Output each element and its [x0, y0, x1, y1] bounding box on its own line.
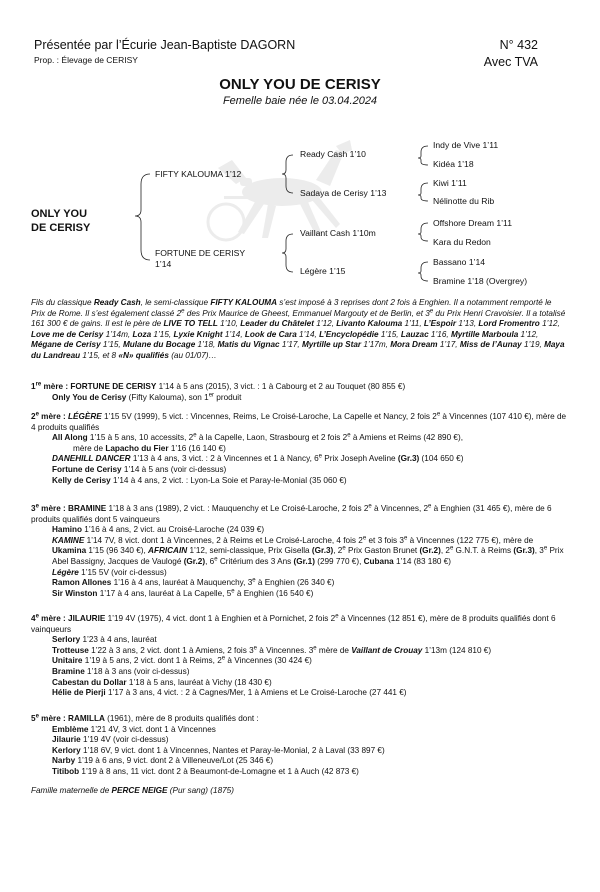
produce-name: DANEHILL DANCER	[52, 454, 131, 464]
desc-text: 1’15,	[100, 340, 123, 350]
desc-bold: Love me de Cerisy	[31, 329, 104, 339]
txt: 1’22 à 3 ans, 2 vict. dont 1 à Amiens, 2 fois 3	[88, 645, 254, 655]
txt: , 3	[534, 546, 544, 556]
txt: , 2	[440, 546, 450, 556]
pedigree-sss: Indy de Vive 1’11	[433, 140, 499, 150]
produce-line	[31, 578, 567, 589]
txt: 1’18 à 3 ans (1989), 2 vict. : Mauquenchy et Le Croisé-Laroche, 2 fois 2	[106, 504, 369, 513]
dam-name: JILAURIE	[68, 614, 106, 623]
produce-line	[31, 568, 567, 579]
txt: 1’16 à 4 ans, lauréat à Mauquenchy, 3	[111, 578, 253, 588]
txt: 1’18 à 5 ans, lauréat à Vichy (18 430 €)	[126, 677, 272, 687]
produce-name: All Along	[52, 433, 88, 443]
grade: (Gr.2)	[183, 556, 206, 566]
produce-name: Bramine	[52, 666, 85, 676]
desc-bold: Maya du Landreau	[31, 340, 565, 360]
txt: Critérium des 3 Ans	[217, 556, 294, 566]
txt: 1’17 à 3 ans, 4 vict. : 2 à Cagnes/Mer, 1 à Amiens et Le Croisé-Laroche (27 441 €)	[105, 688, 407, 698]
produce-name: Ukamina	[52, 546, 87, 556]
txt: mère de	[316, 645, 352, 655]
desc-text: des Prix Maurice de Gheest, Emmanuel Margouty et de Berlin, et 3	[184, 308, 430, 318]
txt: e	[214, 556, 218, 563]
owner: Prop. : Élevage de CERISY	[34, 55, 138, 65]
desc-bold: Miss de l’Aunay	[459, 340, 522, 350]
fourth-dam-header	[31, 614, 567, 635]
txt: à Enghien (26 340 €)	[255, 578, 335, 588]
txt: , 2	[333, 546, 343, 556]
produce-name: KAMINE	[52, 535, 85, 545]
sire-description	[31, 298, 567, 362]
txt: 1’12, semi-classique, Prix Gisella	[187, 546, 312, 556]
produce-line	[31, 646, 567, 657]
txt: (Fifty Kalouma), son 1	[126, 392, 209, 402]
produce-line	[31, 667, 567, 678]
txt: e	[335, 613, 339, 620]
desc-text: 1’12,	[518, 329, 539, 339]
dam-name: RAMILLA	[68, 714, 105, 723]
pedigree-dam-line1: FORTUNE DE CERISY	[155, 248, 246, 258]
txt: mère :	[38, 504, 69, 513]
txt: à Vincennes (30 424 €)	[225, 656, 312, 666]
txt: 1’15 5V (voir ci-dessus)	[78, 567, 167, 577]
txt: 1’16 (16 140 €)	[168, 443, 226, 453]
txt: e	[428, 503, 432, 510]
txt: 3	[31, 504, 36, 513]
pedigree-sire: FIFTY KALOUMA 1’12	[155, 169, 242, 179]
produce-name: Hamino	[52, 525, 83, 535]
produce-line	[31, 536, 567, 568]
txt: e	[313, 645, 317, 652]
desc-text: 1’10,	[217, 319, 241, 329]
presented-by: Présentée par l’Écurie Jean-Baptiste DAGORN	[34, 38, 296, 52]
txt: mère de	[73, 443, 106, 453]
txt: e	[253, 645, 257, 652]
produce-line	[31, 746, 567, 757]
txt: e	[35, 713, 39, 720]
txt: (299 770 €),	[314, 556, 364, 566]
produce-name: Titibob	[52, 766, 80, 776]
produce-name: Vaillant de Crouay	[351, 645, 423, 655]
desc-text: 1’15, et 8	[80, 350, 119, 360]
txt: mère :	[38, 614, 69, 623]
txt: 2	[31, 412, 36, 421]
txt: 1’15 (96 340 €),	[86, 546, 149, 556]
desc-text: 1’15,	[151, 329, 174, 339]
produce-name: Jilaurie	[52, 735, 81, 745]
txt: e	[35, 503, 39, 510]
desc-text: 1’17m,	[361, 340, 391, 350]
fifth-dam-section	[31, 714, 567, 778]
txt: produit	[214, 392, 242, 402]
grade: (Gr.2)	[419, 546, 441, 556]
pedigree-dds: Bassano 1’14	[433, 257, 486, 267]
desc-text: 1’16,	[428, 329, 451, 339]
desc-text: du Prix Henri Cravoisier. Il a totalisé 161 300 € de gains. Il est le père de	[31, 308, 566, 329]
grade: (Gr.3)	[311, 546, 334, 556]
grade: (Gr.3)	[397, 454, 420, 464]
txt: 1	[31, 382, 36, 391]
txt: e	[342, 545, 346, 552]
desc-bold: L’Espoir	[423, 319, 457, 329]
txt: er	[208, 391, 215, 398]
desc-bold: LIVE TO TELL	[163, 319, 218, 329]
desc-text: 1’14,	[296, 329, 320, 339]
first-dam-header	[31, 382, 567, 393]
txt: 1’19 à 8 ans, 11 vict. dont 2 à Beaumont-de-Lomagne et 1 à Auch (42 873 €)	[79, 766, 359, 776]
produce-name: Légère	[52, 567, 79, 577]
desc-bold: Look de Cara	[244, 329, 297, 339]
produce-line	[31, 454, 567, 465]
desc-text: , le semi-classique	[140, 298, 211, 307]
desc-text: 1’11,	[402, 319, 424, 329]
txt: e	[221, 655, 226, 662]
desc-bold: FIFTY KALOUMA	[210, 298, 278, 307]
produce-line	[31, 589, 567, 600]
pedigree-ddd: Bramine 1’18 (Overgrey)	[433, 276, 528, 286]
pedigree-sire-sire: Ready Cash 1’10	[300, 149, 366, 159]
tax-status: Avec TVA	[483, 55, 538, 69]
desc-text: 1’17,	[279, 340, 302, 350]
grade: (Gr.3)	[513, 546, 535, 556]
txt: Prix Abel Bassigny, Jacques de Vaulogé	[52, 546, 564, 566]
txt: 1’15 à 5 ans, 10 accessits, 2	[87, 433, 194, 443]
produce-name: Kelly de Cerisy	[52, 475, 111, 485]
txt: 1’13m (124 810 €)	[422, 645, 492, 655]
pedigree-sire-dam: Sadaya de Cerisy 1’13	[300, 188, 387, 198]
txt: 1’16 à 4 ans, 2 vict. au Croisé-Laroche (24 039 €)	[82, 525, 265, 535]
lot-number: N° 432	[499, 38, 538, 52]
txt: à Enghien (16 540 €)	[234, 588, 314, 598]
produce-name: Emblème	[52, 724, 89, 734]
txt: 1’23 à 4 ans, lauréat	[80, 635, 157, 645]
desc-bold: Lyxie Knight	[173, 329, 223, 339]
txt: mère :	[38, 714, 69, 723]
produce-line	[31, 767, 567, 778]
txt: e	[368, 503, 372, 510]
desc-text: s’est imposé à 3 reprises dont 2 fois à Enghien. Il a notamment remporté le Prix de Rome. Il s’est également classé 2	[31, 298, 552, 318]
txt: à Vincennes (12 851 €), mère de 8 produits qualifiés dont 6 vainqueurs	[31, 614, 556, 634]
desc-bold: qualifiés	[135, 350, 169, 360]
produce-name: Cabestan du Dollar	[52, 677, 127, 687]
desc-text: 1’13,	[456, 319, 479, 329]
txt: à Vincennes, 2	[371, 504, 429, 513]
txt: 1’14 7V, 8 vict. dont 1 à Vincennes, 2 à Reims et Le Croisé-Laroche, 4 fois 2	[84, 535, 363, 545]
txt: 1’14 à 5 ans (voir ci-dessus)	[121, 464, 227, 474]
produce-line	[31, 393, 567, 404]
produce-line	[31, 725, 567, 736]
txt: 1’21 4V, 3 vict. dont 1 à Vincennes	[88, 724, 216, 734]
txt: 1’19 4V (1975), 4 vict. dont 1 à Enghien et à Pornichet, 2 fois 2	[105, 614, 336, 623]
txt: G.N.T. à Reims	[453, 546, 514, 556]
produce-name: Only You de Cerisy	[52, 392, 127, 402]
maternal-family	[31, 786, 234, 795]
produce-line	[31, 678, 567, 689]
pedigree-dam	[155, 248, 245, 270]
first-dam-section	[31, 382, 567, 403]
txt: 1’14 à 5 ans (2015), 3 vict. : 1 à Cabourg et 2 au Touquet (80 855 €)	[156, 382, 406, 391]
txt: et 3 fois 3	[366, 535, 404, 545]
desc-bold: Mora Dream	[390, 340, 438, 350]
produce-name: Narby	[52, 756, 76, 766]
txt: e	[403, 535, 408, 542]
desc-bold: Mégane de Cerisy	[31, 340, 101, 350]
desc-text: 1’12,	[539, 319, 560, 329]
txt: 4	[31, 614, 36, 623]
txt: e	[231, 588, 235, 595]
txt: 1’15 5V (1999), 5 vict. : Vincennes, Reims, Le Croisé-Laroche, La Capelle et Nancy, 2 fois 2	[101, 412, 437, 421]
txt: e	[362, 535, 367, 542]
desc-bold: Myrtille up Star	[301, 340, 362, 350]
txt: (104 650 €)	[419, 454, 464, 464]
txt: e	[35, 411, 39, 418]
produce-name: Serlory	[52, 635, 81, 645]
fourth-dam-section	[31, 614, 567, 699]
family-name: PERCE NEIGE	[111, 786, 168, 795]
produce-name: Hélie de Pierji	[52, 688, 106, 698]
pedigree-subject	[31, 207, 90, 235]
produce-line	[31, 476, 567, 487]
txt: e	[436, 411, 441, 418]
produce-line	[31, 433, 567, 444]
desc-bold: L’Encyclopédie	[319, 329, 379, 339]
dam-name: LÉGÈRE	[68, 412, 102, 421]
pedigree-sds: Kiwi 1’11	[433, 178, 467, 188]
desc-bold: «N»	[118, 350, 134, 360]
txt: e	[35, 613, 39, 620]
produce-line	[31, 656, 567, 667]
pedigree-subject-line2: DE CERISY	[31, 222, 91, 234]
produce-name: Unitaire	[52, 656, 83, 666]
horse-subtitle: Femelle baie née le 03.04.2024	[222, 95, 378, 107]
txt: e	[193, 432, 197, 439]
second-dam-header	[31, 412, 567, 433]
txt: à Vincennes. 3	[256, 645, 314, 655]
desc-text: (au 01/07)…	[168, 350, 217, 360]
txt: 5	[31, 714, 36, 723]
txt: 1’18 à 3 ans (voir ci-dessus)	[84, 666, 190, 676]
txt: à Vincennes (122 775 €), mère de	[407, 535, 534, 545]
txt: à Vincennes (107 410 €), mère de 4 produits qualifiés	[31, 412, 567, 432]
desc-bold: Ready Cash	[93, 298, 141, 307]
pedigree-dam-sire: Vaillant Cash 1’10m	[300, 228, 376, 238]
txt: Prix Gaston Brunet	[345, 546, 420, 556]
txt: (1961), mère de 8 produits qualifiés dont :	[104, 714, 259, 723]
desc-bold: Livanto Kalouma	[336, 319, 403, 329]
produce-name: Fortune de Cerisy	[52, 464, 122, 474]
desc-bold: Matis du Vignac	[217, 340, 280, 350]
txt: 1’18 6V, 9 vict. dont 1 à Vincennes, Nantes et Paray-le-Monial, 2 à Laval (33 897 €)	[80, 745, 385, 755]
txt: à la Capelle, Laon, Strasbourg et 2 fois 2	[196, 433, 348, 443]
pedigree-dam-dam: Légère 1’15	[300, 266, 346, 276]
txt: 1’14 à 4 ans, 2 vict. : Lyon-La Soie et Paray-le-Monial (35 060 €)	[110, 475, 347, 485]
pedigree-dsd: Kara du Redon	[433, 237, 491, 247]
txt: mère :	[41, 382, 71, 391]
produce-name: Lapacho du Fier	[105, 443, 169, 453]
produce-line	[31, 635, 567, 646]
desc-text: 1’19,	[521, 340, 545, 350]
second-dam-section	[31, 412, 567, 486]
txt: (Pur sang) (1875)	[167, 786, 234, 795]
produce-name: Cubana	[363, 556, 394, 566]
desc-text: 1’14m,	[103, 329, 133, 339]
txt: , 6	[205, 556, 215, 566]
pedigree-dss: Offshore Dream 1’11	[433, 218, 512, 228]
desc-bold: Mulane du Bocage	[122, 340, 196, 350]
txt: Famille maternelle de	[31, 786, 112, 795]
desc-bold: Myrtille Marboula	[450, 329, 519, 339]
txt: re	[35, 381, 42, 388]
dam-name: FORTUNE DE CERISY	[70, 382, 157, 391]
desc-text: 1’14,	[222, 329, 245, 339]
txt: 1’19 à 5 ans, 2 vict. dont 1 à Reims, 2	[82, 656, 222, 666]
produce-name: Sir Winston	[52, 588, 98, 598]
dam-name: BRAMINE	[68, 504, 107, 513]
txt: 1’14 (83 180 €)	[393, 556, 452, 566]
grade: (Gr.1)	[293, 556, 315, 566]
pedigree-ssd: Kidéa 1’18	[433, 159, 474, 169]
txt: mère :	[38, 412, 69, 421]
produce-line	[31, 525, 567, 536]
desc-bold: Leader du Châtelet	[240, 319, 314, 329]
txt: à Enghien (31 465 €), mère de 6 produits qualifiés dont 5 vainqueurs	[31, 504, 552, 524]
produce-name: Kerlory	[52, 745, 81, 755]
third-dam-header	[31, 504, 567, 525]
txt: à Amiens et Reims (42 890 €),	[350, 433, 463, 443]
desc-text: 1’12,	[313, 319, 337, 329]
desc-bold: Lauzac	[400, 329, 429, 339]
txt: Prix Joseph Aveline	[322, 454, 398, 464]
produce-line	[31, 756, 567, 767]
horse-name: ONLY YOU DE CERISY	[219, 76, 381, 93]
txt: 1’19 à 6 ans, 9 vict. dont 2 à Villeneuve/Lot (25 346 €)	[75, 756, 274, 766]
produce-name: Trotteuse	[52, 645, 89, 655]
produce-line	[31, 735, 567, 746]
txt: e	[252, 577, 256, 584]
desc-text: Fils du classique	[31, 298, 94, 307]
pedigree-sdd: Nélinotte du Rib	[433, 196, 495, 206]
produce-line	[31, 444, 567, 455]
desc-sup: e	[181, 307, 185, 314]
desc-bold: Lord Fromentro	[478, 319, 540, 329]
produce-name: Ramon Allones	[52, 578, 112, 588]
pedigree-dam-line2: 1’14	[155, 259, 172, 269]
fifth-dam-header	[31, 714, 567, 725]
desc-bold: Loza	[132, 329, 152, 339]
txt: 1’13 à 4 ans, 3 vict. : 2 à Vincennes et 1 à Nancy, 6	[130, 454, 319, 464]
desc-text: 1’18,	[195, 340, 218, 350]
produce-line	[31, 688, 567, 699]
third-dam-section	[31, 504, 567, 599]
txt: e	[449, 545, 454, 552]
txt: 1’19 4V (voir ci-dessus)	[80, 735, 169, 745]
desc-text: 1’15,	[378, 329, 401, 339]
produce-line	[31, 465, 567, 476]
txt: e	[543, 545, 548, 552]
txt: 1’17 à 4 ans, lauréat à La Capelle, 5	[97, 588, 232, 598]
desc-text: 1’17,	[437, 340, 460, 350]
desc-sup: e	[429, 307, 434, 314]
txt: e	[318, 453, 323, 460]
pedigree-subject-line1: ONLY YOU	[31, 208, 88, 220]
produce-name: AFRICAIN	[148, 546, 188, 556]
txt: e	[347, 432, 351, 439]
